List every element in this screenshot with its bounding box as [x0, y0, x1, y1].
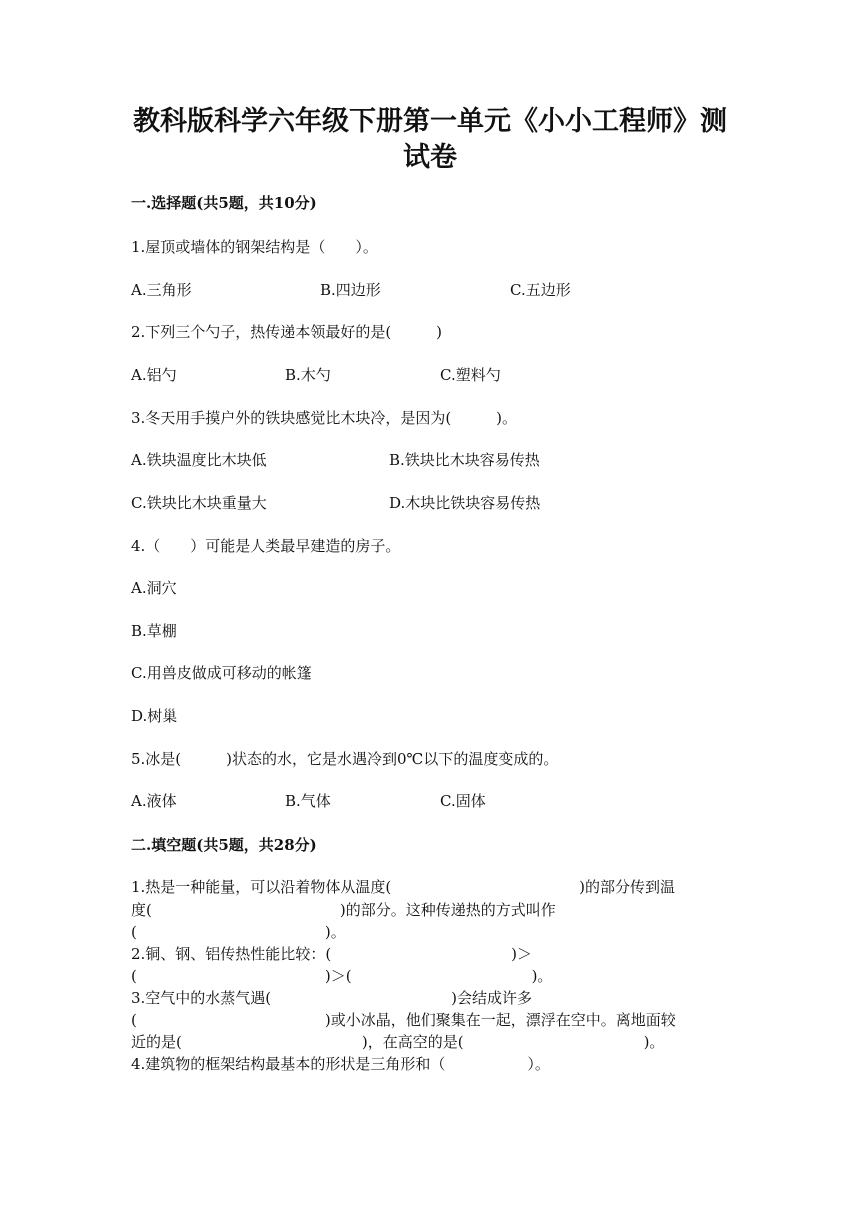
fill-q3-part-d: )或小冰晶，他们聚集在一起，漂浮在空中。离地面较 [324, 1011, 676, 1029]
fill-question-1-line1 [131, 877, 675, 897]
fill-question-2-line2 [131, 966, 552, 986]
fill-question-3-line1 [131, 988, 532, 1008]
question-5: 5.冰是( )状态的水，它是水遇冷到0℃以下的温度变成的。 [131, 750, 559, 768]
fill-q3-part-b: )会结成许多 [451, 989, 533, 1007]
fill-question-3-line3 [131, 1032, 664, 1052]
question-2: 2.下列三个勺子，热传递本领最好的是( ) [131, 323, 443, 341]
fill-question-3-line2 [131, 1010, 676, 1030]
fill-q1-part-d: )的部分。这种传递热的方式叫作 [339, 901, 556, 919]
fill-q2-part-d: )＞( [324, 967, 352, 985]
section2-heading: 二.填空题(共5题，共28分) [131, 836, 317, 854]
fill-question-1-line3 [131, 922, 346, 942]
q4-option-d: D.树巢 [131, 707, 178, 725]
fill-q3-part-c: ( [131, 1011, 137, 1029]
fill-q3-part-g: )。 [643, 1033, 665, 1051]
fill-q2-part-b: )＞ [511, 945, 533, 963]
page-title-line1: 教科版科学六年级下册第一单元《小小工程师》测 [133, 106, 727, 137]
fill-q1-part-b: )的部分传到温 [579, 878, 676, 896]
page-title-line2: 试卷 [403, 142, 457, 173]
q3-option-c: C.铁块比木块重量大 [131, 494, 267, 512]
q4-option-b: B.草棚 [131, 622, 177, 640]
fill-question-2-line1 [131, 944, 532, 964]
fill-q2-part-a: 2.铜、钢、铝传热性能比较：( [131, 945, 332, 963]
fill-q1-part-c: 度( [131, 901, 152, 919]
fill-q3-part-e: 近的是( [131, 1033, 182, 1051]
fill-q1-part-f: )。 [324, 923, 346, 941]
fill-q4-part-a: 4.建筑物的框架结构最基本的形状是三角形和（ [131, 1055, 446, 1073]
fill-q1-part-e: ( [131, 923, 137, 941]
q2-option-b: B.木勺 [285, 366, 331, 384]
q4-option-a: A.洞穴 [131, 579, 177, 597]
question-1: 1.屋顶或墙体的钢架结构是（ ）。 [131, 238, 378, 256]
question-4: 4.（ ）可能是人类最早建造的房子。 [131, 537, 401, 555]
fill-question-1-line2 [131, 900, 556, 920]
fill-q3-part-f: )，在高空的是( [361, 1033, 464, 1051]
q3-option-d: D.木块比铁块容易传热 [389, 494, 541, 512]
q5-option-a: A.液体 [131, 792, 177, 810]
question-3: 3.冬天用手摸户外的铁块感觉比木块冷，是因为( )。 [131, 409, 518, 427]
q3-option-b: B.铁块比木块容易传热 [389, 451, 540, 469]
section1-heading: 一.选择题(共5题，共10分) [131, 194, 317, 212]
fill-q3-part-a: 3.空气中的水蒸气遇( [131, 989, 272, 1007]
q1-option-a: A.三角形 [131, 281, 192, 299]
q2-option-a: A.铝勺 [131, 366, 177, 384]
fill-q1-part-a: 1.热是一种能量，可以沿着物体从温度( [131, 878, 392, 896]
q1-option-b: B.四边形 [320, 281, 381, 299]
fill-q2-part-e: )。 [531, 967, 553, 985]
q3-option-a: A.铁块温度比木块低 [131, 451, 267, 469]
q2-option-c: C.塑料勺 [440, 366, 501, 384]
fill-question-4 [131, 1054, 550, 1074]
q1-option-c: C.五边形 [510, 281, 571, 299]
fill-q4-part-b: ）。 [527, 1055, 550, 1073]
q5-option-c: C.固体 [440, 792, 486, 810]
q4-option-c: C.用兽皮做成可移动的帐篷 [131, 664, 312, 682]
fill-q2-part-c: ( [131, 967, 137, 985]
q5-option-b: B.气体 [285, 792, 331, 810]
